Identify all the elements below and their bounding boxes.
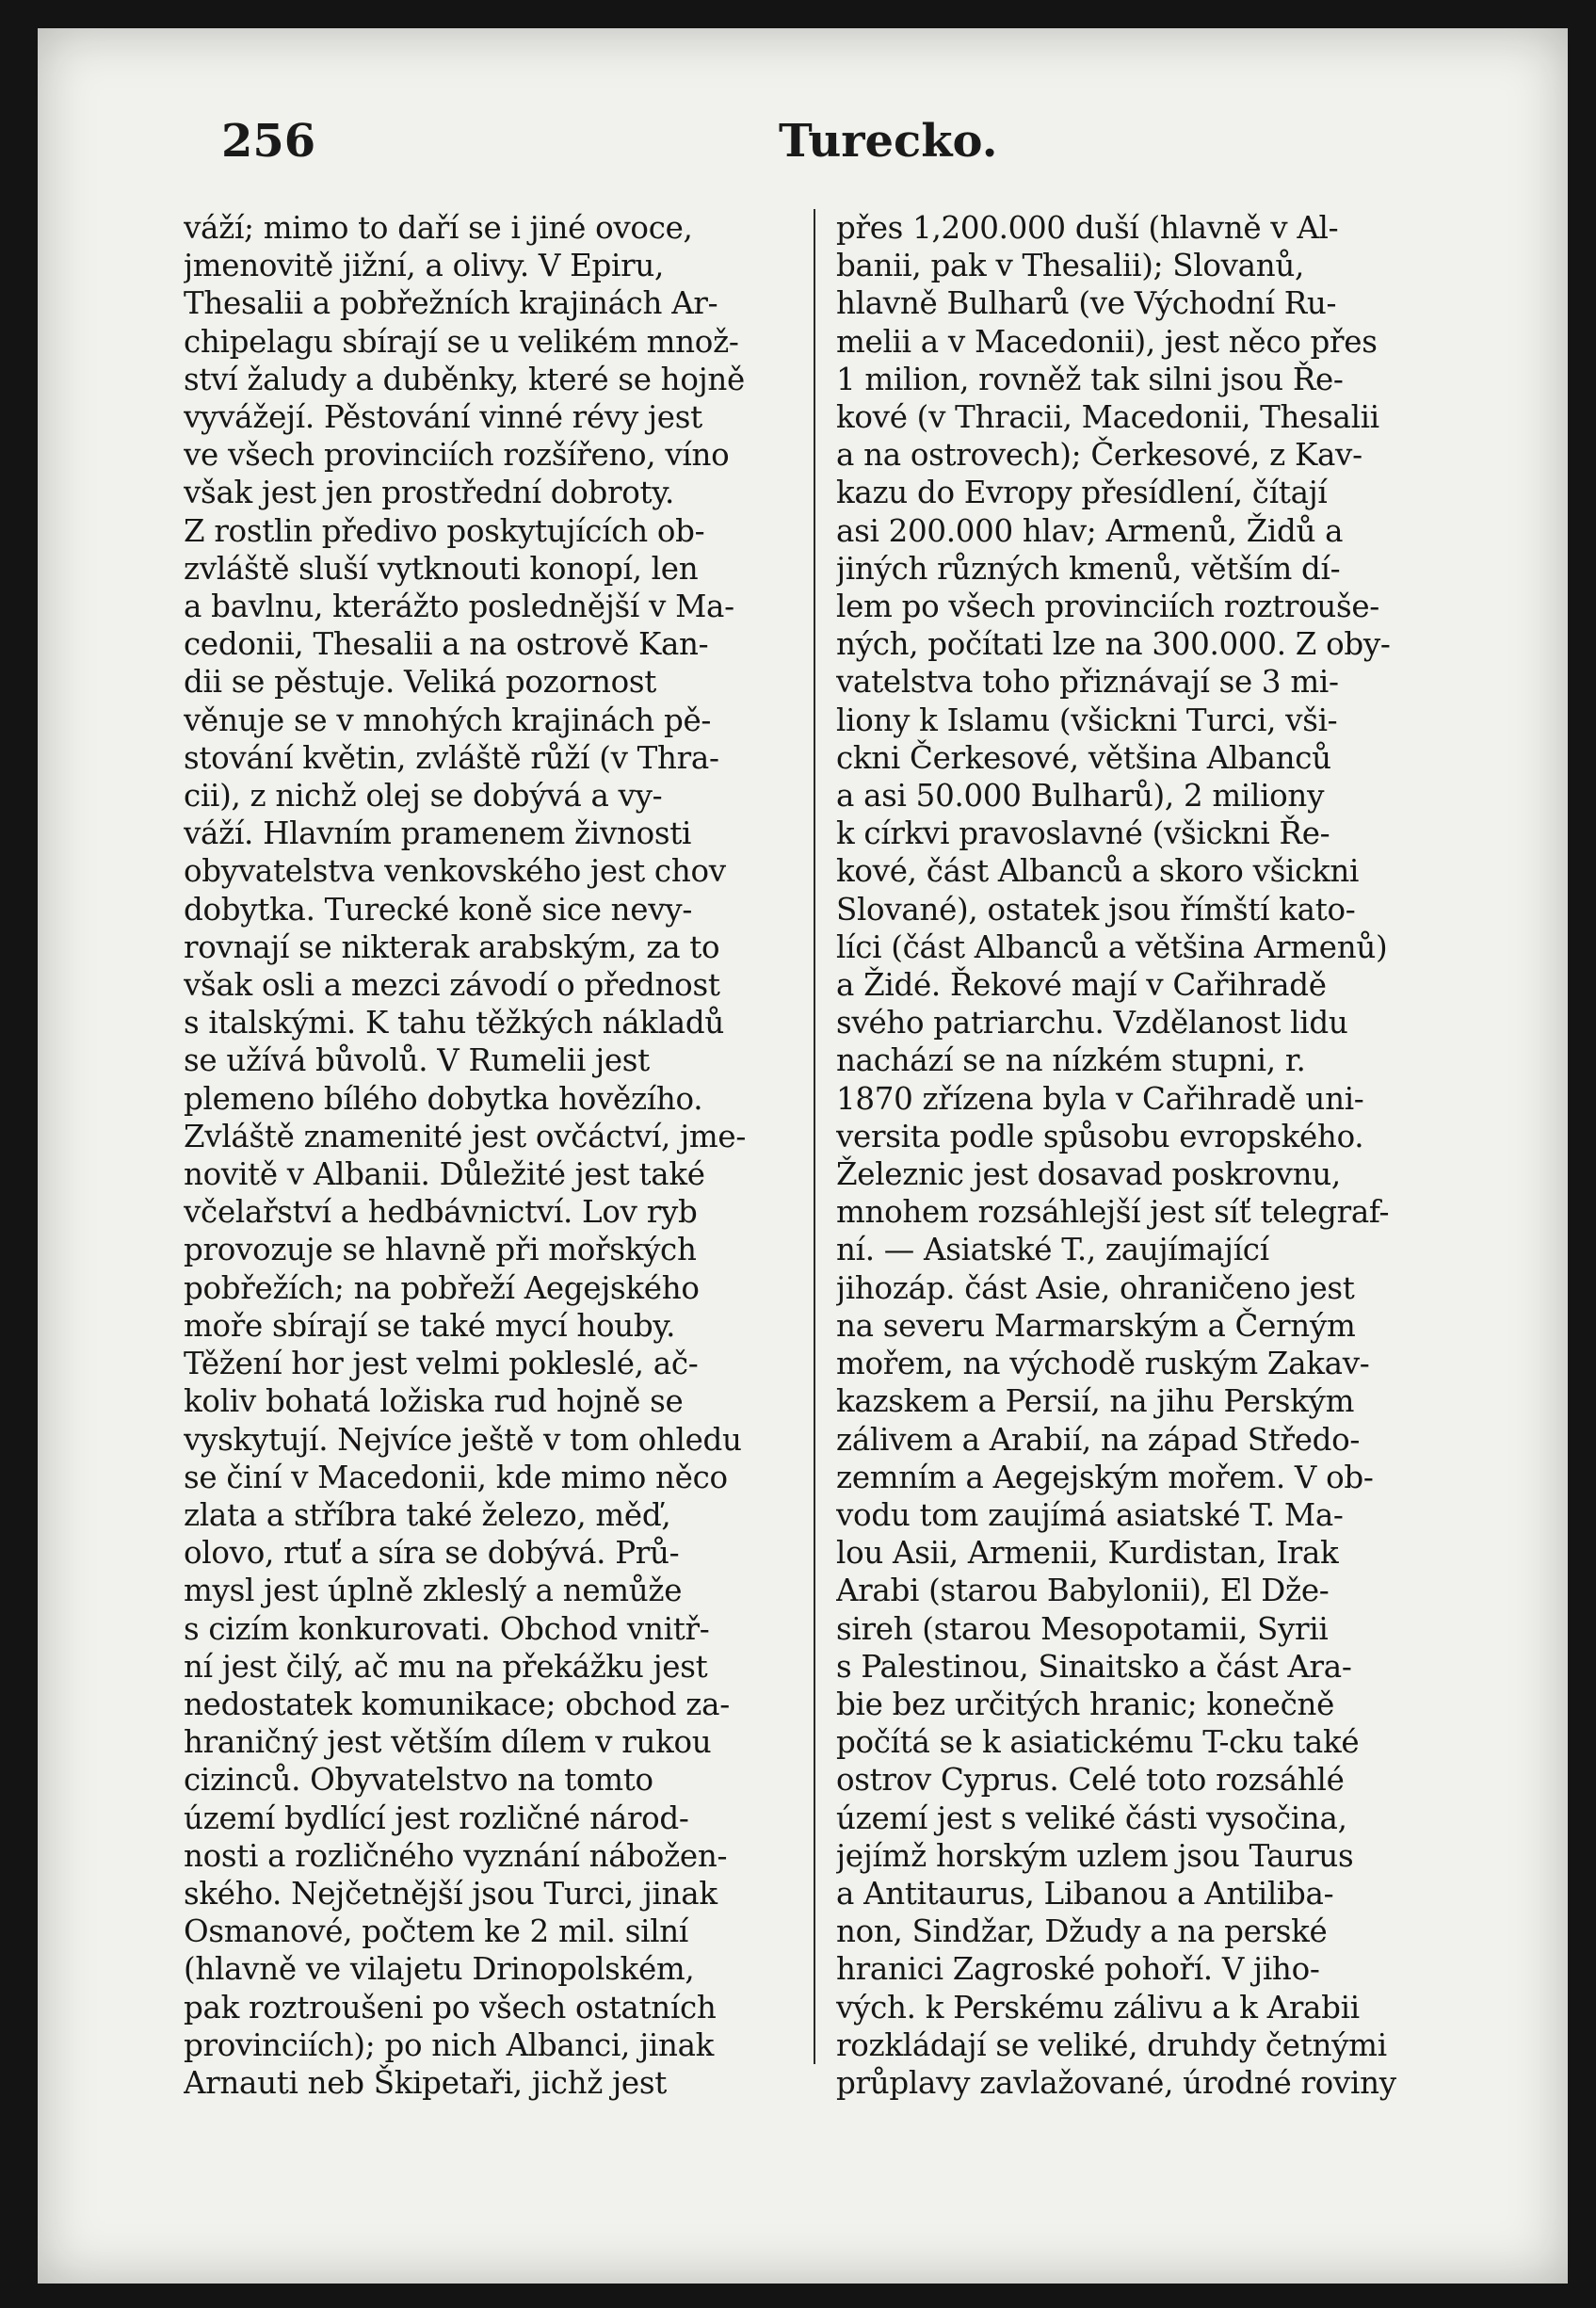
text-line: cedonii, Thesalii a na ostrově Kan- (184, 626, 709, 663)
text-line: zálivem a Arabií, na západ Středo- (836, 1421, 1361, 1458)
text-line: území bydlící jest rozličné národ- (184, 1800, 689, 1836)
text-line: (hlavně ve vilajetu Drinopolském, (184, 1951, 695, 1988)
text-line: vatelstva toho přiznávají se 3 mi- (836, 664, 1339, 701)
text-line: ostrov Cyprus. Celé toto rozsáhlé (836, 1762, 1345, 1799)
text-line: věnuje se v mnohých krajinách pě- (184, 702, 712, 738)
text-line: a Židé. Řekové mají v Cařihradě (836, 967, 1327, 1004)
text-line: s Palestinou, Sinaitsko a část Ara- (836, 1648, 1352, 1685)
column-divider (814, 209, 815, 2064)
text-line: lou Asii, Armenii, Kurdistan, Irak (836, 1535, 1339, 1572)
text-line: cizinců. Obyvatelstvo na tomto (184, 1762, 653, 1799)
text-line: Zvláště znamenité jest ovčáctví, jme- (184, 1118, 747, 1154)
text-line: stování květin, zvláště růží (v Thra- (184, 739, 719, 776)
page-header (221, 115, 1521, 181)
text-line: koliv bohatá ložiska rud hojně se (184, 1383, 684, 1420)
running-title: Turecko. (779, 115, 998, 168)
text-line: Arnauti neb Škipetaři, jichž jest (184, 2064, 667, 2101)
text-line: sireh (starou Mesopotamii, Syrii (836, 1610, 1329, 1647)
text-line: ných, počítati lze na 300.000. Z oby- (836, 626, 1391, 663)
text-line: váží; mimo to daří se i jiné ovoce, (184, 210, 693, 246)
text-line: však jest jen prostřední dobroty. (184, 475, 675, 511)
text-line: hlavně Bulharů (ve Východní Ru- (836, 285, 1337, 322)
text-line: Z rostlin předivo poskytujících ob- (184, 512, 705, 549)
text-line: olovo, rtuť a síra se dobývá. Prů- (184, 1535, 680, 1572)
text-line: nachází se na nízkém stupni, r. (836, 1042, 1306, 1079)
text-line: ského. Nejčetnější jsou Turci, jinak (184, 1875, 717, 1912)
text-line: se činí v Macedonii, kde mimo něco (184, 1459, 728, 1495)
text-line: kové (v Thracii, Macedonii, Thesalii (836, 399, 1379, 436)
text-line: banii, pak v Thesalii); Slovanů, (836, 248, 1305, 284)
text-line: mnohem rozsáhlejší jest síť telegraf- (836, 1194, 1390, 1231)
text-line: kazskem a Persií, na jihu Perským (836, 1383, 1355, 1420)
text-line: s italskými. K tahu těžkých nákladů (184, 1005, 725, 1041)
text-line: zlata a stříbra také železo, měď, (184, 1496, 671, 1533)
text-line: non, Sindžar, Džudy a na perské (836, 1913, 1328, 1950)
text-line: vyvážejí. Pěstování vinné révy jest (184, 399, 702, 436)
page-number: 256 (221, 115, 316, 168)
text-line: moře sbírají se také mycí houby. (184, 1307, 676, 1344)
text-line: jejímž horským uzlem jsou Taurus (836, 1837, 1354, 1874)
text-line: lem po všech provinciích roztrouše- (836, 589, 1379, 625)
text-line: 1870 zřízena byla v Cařihradě uni- (836, 1080, 1364, 1117)
text-line: ckni Čerkesové, většina Albanců (836, 739, 1331, 776)
text-line: novitě v Albanii. Důležité jest také (184, 1156, 705, 1193)
text-line: ní jest čilý, ač mu na překážku jest (184, 1648, 708, 1685)
right-text-column (836, 209, 1439, 2102)
text-line: versita podle spůsobu evropského. (836, 1118, 1364, 1154)
text-line: provinciích); po nich Albanci, jinak (184, 2026, 715, 2063)
text-line: rovnají se nikterak arabským, za to (184, 928, 720, 965)
text-line: chipelagu sbírají se u velikém množ- (184, 323, 739, 360)
text-line: rozkládají se veliké, druhdy četnými (836, 2026, 1387, 2063)
text-line: melii a v Macedonii), jest něco přes (836, 323, 1378, 360)
text-line: jihozáp. část Asie, ohraničeno jest (836, 1269, 1355, 1306)
text-line: váží. Hlavním pramenem živnosti (184, 815, 692, 852)
text-line: Slované), ostatek jsou římští kato- (836, 891, 1356, 928)
text-line: a Antitaurus, Libanou a Antiliba- (836, 1875, 1334, 1912)
text-line: a na ostrovech); Čerkesové, z Kav- (836, 437, 1362, 474)
text-line: svého patriarchu. Vzdělanost lidu (836, 1005, 1348, 1041)
text-line: nedostatek komunikace; obchod za- (184, 1686, 730, 1722)
text-line: Těžení hor jest velmi pokleslé, ač- (184, 1346, 699, 1382)
text-line: však osli a mezci závodí o přednost (184, 967, 720, 1004)
text-line: hranici Zagroské pohoří. V jiho- (836, 1951, 1320, 1988)
text-line: dobytka. Turecké koně sice nevy- (184, 891, 693, 928)
text-line: počítá se k asiatickému T-cku také (836, 1724, 1360, 1761)
text-line: kové, část Albanců a skoro všickni (836, 853, 1360, 890)
text-line: a bavlnu, kterážto poslednější v Ma- (184, 589, 734, 625)
text-line: na severu Marmarským a Černým (836, 1307, 1356, 1344)
text-line: s cizím konkurovati. Obchod vnitř- (184, 1610, 710, 1647)
text-line: Železnic jest dosavad poskrovnu, (836, 1156, 1341, 1193)
text-line: Arabi (starou Babylonii), El Dže- (836, 1573, 1330, 1609)
text-line: jiných různých kmenů, větším dí- (836, 550, 1341, 587)
text-line: vyskytují. Nejvíce ještě v tom ohledu (184, 1421, 742, 1458)
text-line: 1 milion, rovněž tak silni jsou Ře- (836, 361, 1344, 397)
text-line: a asi 50.000 Bulharů), 2 miliony (836, 778, 1325, 815)
text-line: líci (část Albanců a většina Armenů) (836, 928, 1388, 965)
text-line: obyvatelstva venkovského jest chov (184, 853, 726, 890)
text-line: Osmanové, počtem ke 2 mil. silní (184, 1913, 689, 1950)
left-text-column (184, 209, 786, 2102)
text-line: hraničný jest větším dílem v rukou (184, 1724, 712, 1761)
text-line: ve všech provinciích rozšířeno, víno (184, 437, 730, 474)
text-line: jmenovitě jižní, a olivy. V Epiru, (184, 248, 665, 284)
text-line: vých. k Perskému zálivu a k Arabii (836, 1989, 1360, 2026)
text-line: pobřežích; na pobřeží Aegejského (184, 1269, 700, 1306)
text-line: asi 200.000 hlav; Armenů, Židů a (836, 512, 1344, 549)
text-line: průplavy zavlažované, úrodné roviny (836, 2064, 1396, 2101)
text-line: Thesalii a pobřežních krajinách Ar- (184, 285, 718, 322)
text-line: ní. — Asiatské T., zaujímající (836, 1232, 1269, 1268)
text-line: cii), z nichž olej se dobývá a vy- (184, 778, 663, 815)
text-line: k církvi pravoslavné (všickni Ře- (836, 815, 1330, 852)
text-line: pak roztroušeni po všech ostatních (184, 1989, 717, 2026)
text-line: nosti a rozličného vyznání nábožen- (184, 1837, 728, 1874)
text-line: ství žaludy a duběnky, které se hojně (184, 361, 745, 397)
text-line: dii se pěstuje. Veliká pozornost (184, 664, 656, 701)
text-line: plemeno bílého dobytka hovězího. (184, 1080, 703, 1117)
text-line: mysl jest úplně zkleslý a nemůže (184, 1573, 683, 1609)
text-line: mořem, na východě ruským Zakav- (836, 1346, 1370, 1382)
text-line: území jest s veliké části vysočina, (836, 1800, 1347, 1836)
text-line: kazu do Evropy přesídlení, čítají (836, 475, 1328, 511)
text-line: se užívá bůvolů. V Rumelii jest (184, 1042, 650, 1079)
text-line: zvláště sluší vytknouti konopí, len (184, 550, 699, 587)
text-line: vodu tom zaujímá asiatské T. Ma- (836, 1496, 1344, 1533)
text-line: bie bez určitých hranic; konečně (836, 1686, 1335, 1722)
text-line: včelařství a hedbávnictví. Lov ryb (184, 1194, 698, 1231)
text-line: přes 1,200.000 duší (hlavně v Al- (836, 210, 1339, 246)
text-line: liony k Islamu (všickni Turci, vši- (836, 702, 1338, 738)
text-line: provozuje se hlavně při mořských (184, 1232, 697, 1268)
text-line: zemním a Aegejským mořem. V ob- (836, 1459, 1374, 1495)
